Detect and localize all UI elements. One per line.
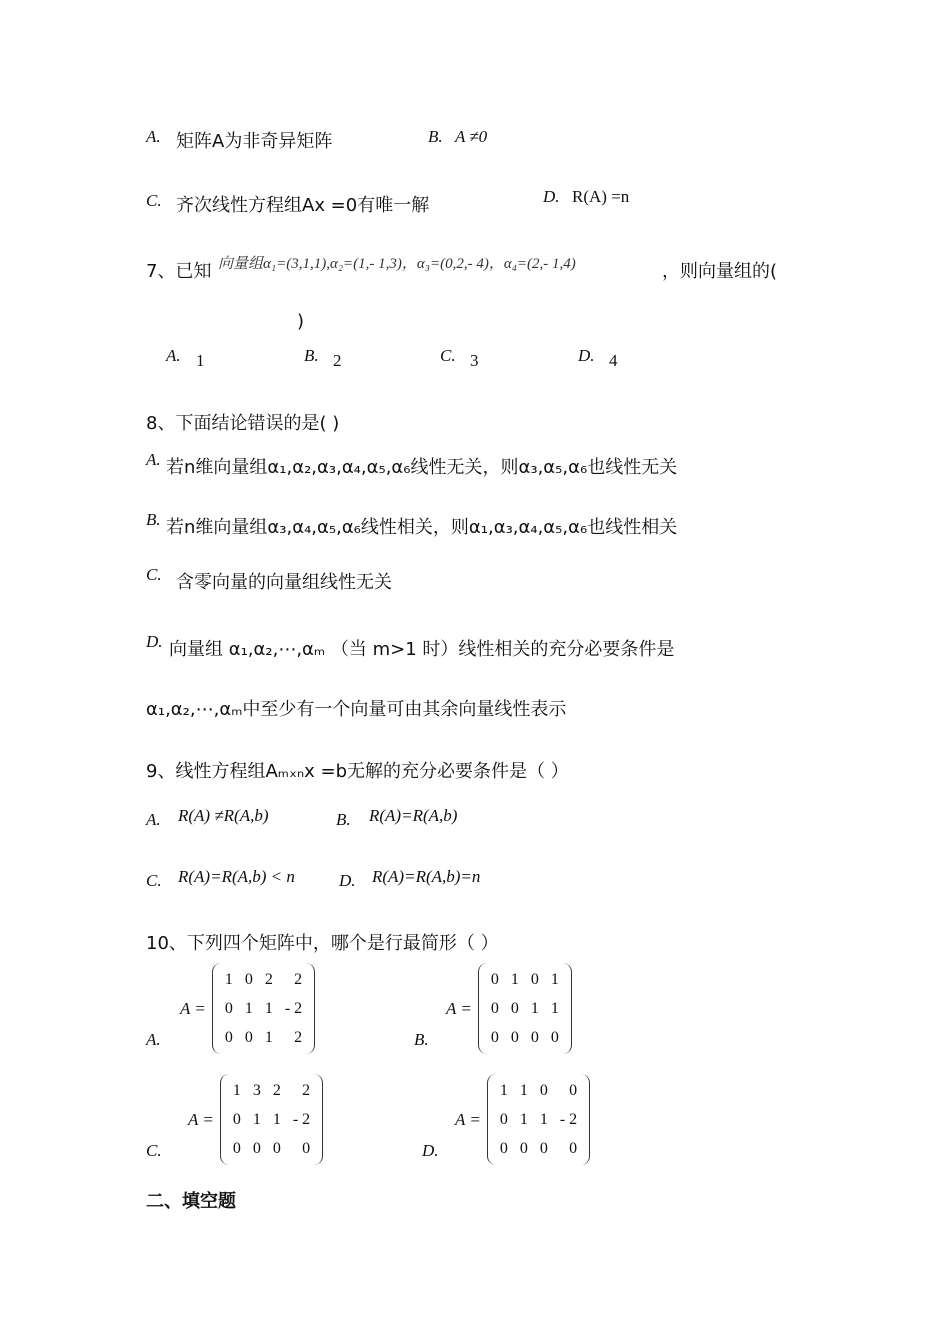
matrix-prefix: A = [455, 1109, 481, 1129]
matrix-bracket [478, 963, 572, 1054]
matrix-cell: - 2 [559, 1110, 578, 1128]
q6-option-b-text: A ≠0 [455, 127, 488, 146]
q7-option-c-value: 3 [470, 351, 479, 370]
matrix-cell: 1 [530, 999, 539, 1017]
matrix-cell: 0 [539, 1139, 548, 1157]
matrix-cell: 0 [519, 1139, 528, 1157]
q7-option-a-label: A. [166, 346, 181, 365]
q7-stem-suffix: ，则向量组的( [662, 261, 778, 282]
matrix-cell: 0 [490, 999, 499, 1017]
matrix-cell: 0 [510, 999, 519, 1017]
matrix-prefix: A = [180, 998, 206, 1018]
q8-option-b-text: 若n维向量组α₃,α₄,α₅,α₆线性相关，则α₁,α₃,α₄,α₅,α₆也线性相关 [166, 517, 678, 538]
q10-option-label: D. [422, 1141, 439, 1160]
matrix-cell: 1 [519, 1081, 528, 1099]
matrix-bracket [212, 963, 315, 1054]
matrix-cell: 0 [224, 999, 233, 1017]
q8-option-b-label: B. [146, 510, 161, 529]
q8-stem: 8、下面结论错误的是( ) [146, 413, 340, 434]
q9-option-a-text: R(A) ≠R(A,b) [178, 806, 269, 825]
q10-option-matrix [180, 963, 315, 1054]
q7-stem-math: 向量组α₁=(3,1,1),α₂=(1,- 1,3)，α₃=(0,2,- 4)，α₄=(2,- 1,4) [218, 256, 576, 272]
matrix-cell: 1 [510, 970, 519, 988]
q8-option-c-label: C. [146, 565, 162, 584]
matrix-cell: 0 [569, 1139, 578, 1157]
matrix-cell: 0 [490, 970, 499, 988]
q8-option-d-label: D. [146, 632, 163, 651]
matrix-cell: 0 [224, 1028, 233, 1046]
q6-option-a-label: A. [146, 127, 161, 146]
matrix-cell: 0 [244, 970, 253, 988]
matrix-cell: 0 [530, 970, 539, 988]
matrix-cell: 2 [294, 970, 303, 988]
q9-stem: 9、线性方程组Aₘₓₙx =b无解的充分必要条件是（ ） [146, 761, 569, 782]
q6-option-d-text: R(A) =n [572, 187, 630, 206]
q10-option-label: C. [146, 1141, 162, 1160]
q9-option-a-label: A. [146, 810, 161, 829]
q9-option-c-label: C. [146, 871, 162, 890]
matrix-cell: 0 [272, 1139, 281, 1157]
matrix-bracket [220, 1074, 323, 1165]
q10-stem: 10、下列四个矩阵中，哪个是行最简形（ ） [146, 933, 499, 954]
q7-option-b-value: 2 [333, 351, 342, 370]
q9-option-b-label: B. [336, 810, 351, 829]
matrix-cell: - 2 [292, 1110, 311, 1128]
q10-option-matrix [455, 1074, 590, 1165]
matrix-cell: 0 [550, 1028, 559, 1046]
q6-option-a-text: 矩阵A为非奇异矩阵 [176, 131, 333, 152]
matrix-prefix: A = [188, 1109, 214, 1129]
q9-option-d-text: R(A)=R(A,b)=n [372, 867, 481, 886]
q7-stem-close: ) [297, 311, 305, 332]
matrix-cell: 1 [252, 1110, 261, 1128]
q10-option-label: B. [414, 1030, 429, 1049]
q8-option-c-text: 含零向量的向量组线性无关 [176, 572, 392, 593]
matrix-cell: 1 [539, 1110, 548, 1128]
matrix-cell: 1 [272, 1110, 281, 1128]
matrix-cell: 0 [530, 1028, 539, 1046]
q8-option-d-text: 向量组 α₁,α₂,⋯,αₘ （当 m>1 时）线性相关的充分必要条件是 [169, 639, 675, 660]
matrix-cell: 0 [499, 1139, 508, 1157]
section-2-title: 二、填空题 [146, 1191, 236, 1212]
matrix-cell: 0 [499, 1110, 508, 1128]
q7-option-c-label: C. [440, 346, 456, 365]
q9-option-d-label: D. [339, 871, 356, 890]
q6-option-d-label: D. [543, 187, 560, 206]
matrix-cell: - 2 [284, 999, 303, 1017]
matrix-cell: 0 [232, 1139, 241, 1157]
q10-option-matrix [188, 1074, 323, 1165]
q9-option-c-text: R(A)=R(A,b) < n [178, 867, 295, 886]
q10-option-label: A. [146, 1030, 161, 1049]
matrix-cell: 1 [550, 970, 559, 988]
matrix-cell: 0 [302, 1139, 311, 1157]
q7-option-d-value: 4 [609, 351, 618, 370]
matrix-cell: 1 [244, 999, 253, 1017]
matrix-cell: 1 [264, 1028, 273, 1046]
matrix-cell: 3 [252, 1081, 261, 1099]
q7-stem-prefix: 7、已知 [146, 261, 212, 282]
q10-option-matrix [446, 963, 572, 1054]
matrix-cell: 0 [244, 1028, 253, 1046]
q6-option-c-label: C. [146, 191, 162, 210]
q7-option-d-label: D. [578, 346, 595, 365]
matrix-cell: 0 [569, 1081, 578, 1099]
q8-option-d-text-cont: α₁,α₂,⋯,αₘ中至少有一个向量可由其余向量线性表示 [146, 699, 567, 720]
matrix-cell: 0 [232, 1110, 241, 1128]
matrix-cell: 2 [272, 1081, 281, 1099]
matrix-prefix: A = [446, 998, 472, 1018]
matrix-cell: 2 [294, 1028, 303, 1046]
q9-option-b-text: R(A)=R(A,b) [369, 806, 458, 825]
q6-option-b-label: B. [428, 127, 443, 146]
matrix-bracket [487, 1074, 590, 1165]
matrix-cell: 1 [232, 1081, 241, 1099]
q7-option-b-label: B. [304, 346, 319, 365]
matrix-cell: 2 [302, 1081, 311, 1099]
q8-option-a-label: A. [146, 450, 161, 469]
matrix-cell: 2 [264, 970, 273, 988]
q6-option-c-text: 齐次线性方程组Ax =0有唯一解 [176, 195, 430, 216]
matrix-cell: 1 [550, 999, 559, 1017]
matrix-cell: 1 [499, 1081, 508, 1099]
matrix-cell: 1 [264, 999, 273, 1017]
q7-option-a-value: 1 [196, 351, 205, 370]
matrix-cell: 1 [224, 970, 233, 988]
matrix-cell: 0 [539, 1081, 548, 1099]
matrix-cell: 0 [490, 1028, 499, 1046]
matrix-cell: 1 [519, 1110, 528, 1128]
q8-option-a-text: 若n维向量组α₁,α₂,α₃,α₄,α₅,α₆线性无关，则α₃,α₅,α₆也线性无关 [166, 457, 678, 478]
matrix-cell: 0 [252, 1139, 261, 1157]
matrix-cell: 0 [510, 1028, 519, 1046]
